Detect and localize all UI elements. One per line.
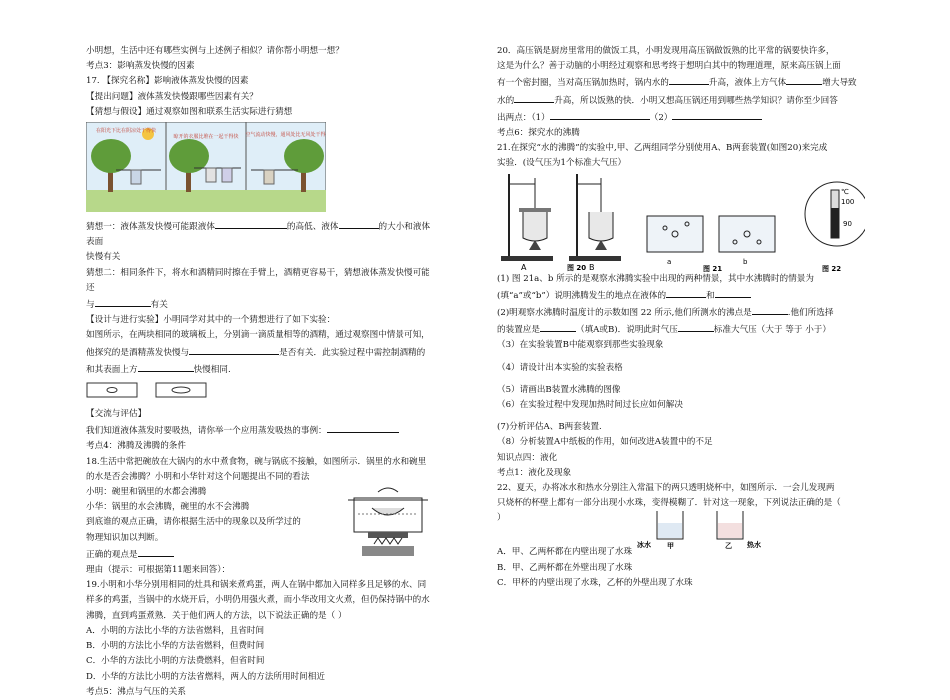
text-line: 【设计与进行实验】小明同学对其中的一个猜想进行了如下实验：: [86, 315, 336, 326]
answer-blank[interactable]: [327, 422, 399, 433]
text-line: 理由（提示：可根据第11题来回答）：: [86, 565, 231, 576]
sub-question: （3）在实验装置B中能观察到那些实验现象: [497, 340, 664, 351]
text-line: 如图所示，在两块相同的玻璃板上，分别滴一滴质量相等的酒精，通过观察图中情景可知，: [86, 330, 430, 341]
text-fragment: 我们知道液体蒸发时要吸热，请你举一个应用蒸发吸热的事例：: [86, 426, 327, 437]
text-line: [497, 304, 865, 321]
text-line: [497, 287, 865, 304]
text-line: 样多的鸡蛋，当锅中的水烧开后，小明仍用强火煮，而小华改用文火煮，但仍保持锅中的水: [86, 595, 430, 606]
text-line: 这是为什么？善于动脑的小明经过观察和思考终于想明白其中的物理道理，原来高压锅上面: [497, 61, 841, 72]
text-line: 【猜想与假设】通过观察如图和联系生活实际进行猜想: [86, 106, 293, 117]
question-22: 22、夏天，办将冰水和热水分别注入常温下的两只透明烧杯中，如图所示．一会儿发现两: [497, 483, 835, 494]
answer-blank[interactable]: [189, 344, 279, 355]
answer-blank[interactable]: [672, 109, 762, 120]
section-heading: 考点1：液化及现象: [497, 467, 572, 478]
answer-blank[interactable]: [678, 321, 714, 332]
text-line: 猜想二：相同条件下，将水和酒精同时擦在手臂上，酒精更容易干，猜想液体蒸发快慢可能还: [86, 267, 430, 293]
text-line: [86, 296, 436, 313]
text-line: [86, 422, 436, 439]
glass-plates-illustration: [86, 381, 216, 401]
evaporation-figure: [86, 122, 436, 212]
text-fragment: （填A或B)．说明此时气压: [575, 325, 678, 336]
text-line: 快慢有关: [86, 252, 121, 263]
option-b: B．甲、乙两杯都在外壁出现了水珠: [497, 562, 633, 573]
text-fragment: (填“a”或“b”）说明沸腾发生的地点在液体的: [497, 290, 667, 301]
text-fragment: 与: [86, 300, 95, 311]
text-line: (1) 图 21a、b 所示的是观察水沸腾实验中出现的两种情景，其中水沸腾时的情景为: [497, 273, 814, 284]
text-fragment: 正确的观点是: [86, 549, 138, 560]
text-line: [86, 344, 436, 361]
sub-question: (7)分析评估A、B两套装置.: [497, 422, 602, 433]
sub-question: （8）分析装置A中纸板的作用，如何改进A装置中的不足: [497, 437, 713, 448]
answer-blank[interactable]: [752, 304, 788, 315]
answer-blank[interactable]: [138, 546, 174, 557]
text-fragment: 和: [706, 290, 715, 301]
question-17-title: 17. 【探究名称】影响液体蒸发快慢的因素: [86, 76, 249, 87]
right-column: [497, 44, 865, 591]
text-fragment: （2）: [649, 112, 673, 123]
thermometer-tick: 90: [843, 219, 852, 228]
option-b: B．小明的方法比小华的方法省燃料，但费时间: [86, 641, 265, 652]
text-line: [497, 92, 865, 109]
section-heading: 考点5：沸点与气压的关系: [86, 686, 186, 697]
option-d: D．小华的方法比小明的方法省燃料，两人的方法所用时间相近: [86, 671, 325, 682]
section-heading: 知识点四：液化: [497, 452, 558, 463]
section-heading: 考点3：影响蒸发快慢的因素: [86, 61, 195, 72]
beaker-label: 冰水: [637, 541, 651, 550]
question-20: 20．高压锅是厨房里常用的做饭工具，小明发现用高压锅做饭熟的比平常的锅要快许多，: [497, 46, 835, 56]
text-line: [86, 218, 436, 250]
text-line: 物理知识加以判断。: [86, 532, 164, 543]
text-fragment: 他探究的是酒精蒸发快慢与: [86, 347, 190, 358]
text-fragment: 有一个密封圈，当对高压锅加热时，锅内水的: [497, 78, 669, 89]
answer-blank[interactable]: [550, 109, 650, 120]
answer-blank[interactable]: [95, 296, 151, 307]
text-fragment: 的高低、液体: [286, 222, 339, 233]
text-fragment: 猜想一：液体蒸发快慢可能跟液体: [86, 222, 215, 233]
glass-plates-figure: [86, 381, 436, 405]
text-line: 小明：碗里和锅里的水都会沸腾: [86, 487, 207, 498]
text-fragment: 和其表面上方: [86, 364, 138, 375]
text-line: 到底谁的观点正确，请你根据生活中的现象以及所学过的: [86, 517, 301, 528]
question-18: 18.生活中常把碗放在大锅内的水中煮食物，碗与锅底不接触，如图所示．锅里的水和碗里: [86, 456, 427, 467]
text-fragment: 出两点：（1）: [497, 112, 550, 123]
option-a: A．甲、乙两杯都在内壁出现了水珠: [497, 547, 633, 558]
answer-blank[interactable]: [514, 92, 554, 103]
thermometer-tick: 100: [841, 197, 855, 206]
figure-caption: 晾开的衣服比堆在一起干得快: [173, 134, 239, 141]
text-line: [497, 109, 865, 126]
option-c: C．小华的方法比小明的方法费燃料，但省时间: [86, 656, 265, 667]
text-fragment: 的大小和液体表面: [86, 222, 431, 248]
sub-question: （5）请画出B装置水沸腾的图像: [497, 384, 621, 395]
figure-label: b: [743, 257, 748, 266]
question-22-figure-row: [497, 511, 865, 550]
figure-label: a: [667, 257, 672, 266]
figure-caption: 图 20: [567, 263, 587, 272]
text-line: [86, 361, 436, 378]
text-fragment: 是否有关．此实验过程中需控制酒精的: [279, 347, 426, 358]
text-line: [497, 321, 865, 338]
text-line: 【提出问题】液体蒸发快慢跟哪些因素有关？: [86, 91, 258, 102]
option-a: A．小明的方法比小华的方法省燃料，且省时间: [86, 625, 265, 636]
sub-question: （6）在实验过程中发现加热时间过长应如何解决: [497, 400, 683, 411]
answer-blank[interactable]: [666, 287, 706, 298]
answer-blank[interactable]: [669, 74, 709, 85]
text-line: 的水是否会沸腾？小明和小华针对这个问题提出不同的看法: [86, 471, 310, 482]
option-c: C．甲杯的内壁出现了水珠，乙杯的外壁出现了水珠: [497, 577, 693, 588]
text-line: 实验．(设气压为1个标准大气压）: [497, 158, 627, 169]
text-line: [497, 74, 865, 91]
evaporation-illustration: [86, 122, 326, 212]
text-fragment: 的装置应是: [497, 325, 540, 336]
text-fragment: 升高，所以饭熟的快．小明又想高压锅还用到哪些热学知识？请你至少回答: [554, 95, 838, 106]
beakers-figure: [637, 507, 777, 549]
text-fragment: .他们所选择: [787, 308, 834, 319]
text-line: 【交流与评估】: [86, 409, 147, 420]
answer-blank[interactable]: [138, 361, 194, 372]
section-heading: 考点4：沸腾及沸腾的条件: [86, 441, 186, 452]
answer-blank[interactable]: [715, 287, 751, 298]
figure-caption: 图 21: [703, 264, 723, 272]
thermometer-unit: ℃: [841, 187, 849, 196]
text-line: [86, 546, 321, 563]
question-21: 21.在探究“水的沸腾”的实验中,甲、乙两组同学分别使用A、B两套装置(如图20)来完成: [497, 143, 828, 154]
sub-question: （4）请设计出本实验的实验表格: [497, 362, 623, 373]
text-line: 沸腾，直到鸡蛋煮熟．关于他们两人的方法，以下说法正确的是（ ）: [86, 610, 347, 621]
beaker-label: 热水: [747, 541, 761, 550]
text-line: 只烧杯的杯壁上都有一部分出现小水珠，变得模糊了．针对这一现象，下列说法正确的是（: [497, 498, 841, 509]
beaker-label: 乙: [725, 542, 732, 550]
text-fragment: ）: [497, 513, 506, 524]
text-fragment: 升高，液体上方气体: [708, 78, 787, 89]
figure-caption: 空气流动快慢，通风处比无风处干得快: [245, 132, 326, 139]
question-18-body: [86, 500, 436, 563]
pot-and-bowl-figure: [348, 486, 428, 558]
beaker-label: 甲: [667, 542, 674, 550]
text-fragment: 有关: [150, 300, 168, 311]
answer-blank[interactable]: [215, 218, 287, 229]
text-fragment: 水的: [497, 95, 515, 106]
figure-label: B: [589, 262, 595, 272]
text-fragment: 增大导致: [822, 78, 857, 89]
figure-caption: 图 22: [822, 264, 842, 272]
text-fragment: 标准大气压（大于 等于 小于）: [713, 325, 831, 336]
figures-20-21-22: [497, 172, 865, 272]
text-line: 小华：锅里的水会沸腾，碗里的水不会沸腾: [86, 502, 250, 513]
left-column: [86, 44, 436, 700]
figure-label: A: [521, 262, 527, 272]
text-line: 小明想，生活中还有哪些实例与上述例子相似？请你帮小明想一想？: [86, 46, 344, 56]
boiling-apparatus-figures: [497, 172, 865, 272]
text-fragment: (2)明观察水沸腾时温度计的示数如图 22 所示,他们所测水的沸点是: [497, 308, 752, 319]
answer-blank[interactable]: [540, 321, 576, 332]
text-fragment: 快慢相同.: [193, 364, 231, 375]
figure-caption: 在阳光下比在阴凉处干得快: [95, 128, 157, 135]
answer-blank[interactable]: [786, 74, 822, 85]
question-19: 19.小明和小华分别用相同的灶具和锅来煮鸡蛋，两人在锅中都加入同样多且足够的水、同: [86, 580, 427, 591]
answer-blank[interactable]: [339, 218, 379, 229]
section-heading: 考点6：探究水的沸腾: [497, 128, 580, 139]
